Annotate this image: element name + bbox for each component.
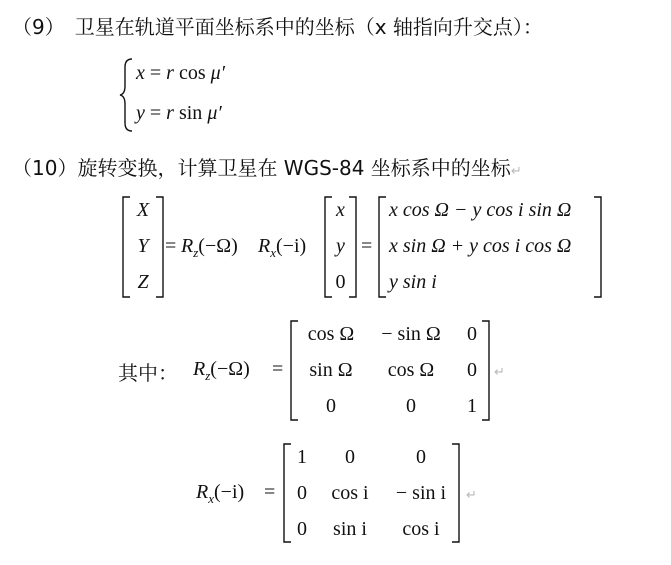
paragraph-mark: ↵ <box>494 365 505 380</box>
middle-vector-zero: 0 <box>335 271 346 293</box>
rx-cell-3-1: 0 <box>297 518 307 540</box>
lhs-vector-y: Y <box>137 235 149 257</box>
middle-vector-y: y <box>336 235 345 257</box>
rz-cell-2-2: cos Ω <box>387 359 435 381</box>
section-9-number: （9） <box>12 15 65 39</box>
section-10-number: （10） <box>12 156 78 180</box>
rx-equals-sign: = <box>264 481 276 503</box>
section-10-heading <box>12 152 522 181</box>
rotation-operator-x: $R_x(-i)$ <box>258 235 307 260</box>
rz-cell-1-1: cos Ω <box>307 323 355 345</box>
lhs-vector-x: X <box>136 199 150 221</box>
rx-cell-2-2: cos i <box>331 482 369 504</box>
paragraph-mark: ↵ <box>510 164 522 179</box>
equals-sign-1: = <box>165 235 177 257</box>
rx-operator: $R_x(-i)$ <box>196 481 245 506</box>
rx-cell-3-3: cos i <box>402 518 440 540</box>
paragraph-mark: ↵ <box>466 488 477 503</box>
rx-cell-1-3: 0 <box>416 446 426 468</box>
lhs-vector-z: Z <box>137 271 149 293</box>
rz-cell-3-1: 0 <box>326 395 336 417</box>
rx-cell-2-3: − sin i <box>395 482 447 504</box>
rx-cell-1-1: 1 <box>297 446 307 468</box>
rz-cell-3-2: 0 <box>406 395 416 417</box>
result-row-1: x cos Ω − y cos i sin Ω <box>389 199 572 221</box>
result-row-2: x sin Ω + y cos i cos Ω <box>389 235 572 257</box>
where-label: 其中： <box>118 361 178 385</box>
equation-9-line-2: y = r sin μ′ <box>136 102 222 124</box>
rx-cell-1-2: 0 <box>345 446 355 468</box>
section-9-heading <box>12 11 543 40</box>
rx-cell-3-2: sin i <box>333 518 367 540</box>
rx-cell-2-1: 0 <box>297 482 307 504</box>
rz-operator: $R_z(-\Omega)$ <box>193 358 250 383</box>
middle-vector-x: x <box>336 199 345 221</box>
section-10-text: 旋转变换，计算卫星在 WGS-84 坐标系中的坐标 <box>77 156 511 180</box>
rz-cell-2-1: sin Ω <box>309 359 353 381</box>
rotation-operator-z: $R_z(-\Omega)$ <box>181 235 238 260</box>
section-9-text: 卫星在轨道平面坐标系中的坐标（x 轴指向升交点）： <box>74 15 543 39</box>
rz-cell-1-2: − sin Ω <box>381 323 441 345</box>
equation-9-line-1: x = r cos μ′ <box>136 62 226 84</box>
rz-cell-3-3: 1 <box>467 395 477 417</box>
equals-sign-2: = <box>361 235 373 257</box>
result-row-3: y sin i <box>389 271 437 293</box>
rz-equals-sign: = <box>272 358 284 380</box>
left-brace <box>120 58 134 132</box>
rz-cell-1-3: 0 <box>467 323 477 345</box>
rz-cell-2-3: 0 <box>467 359 477 381</box>
